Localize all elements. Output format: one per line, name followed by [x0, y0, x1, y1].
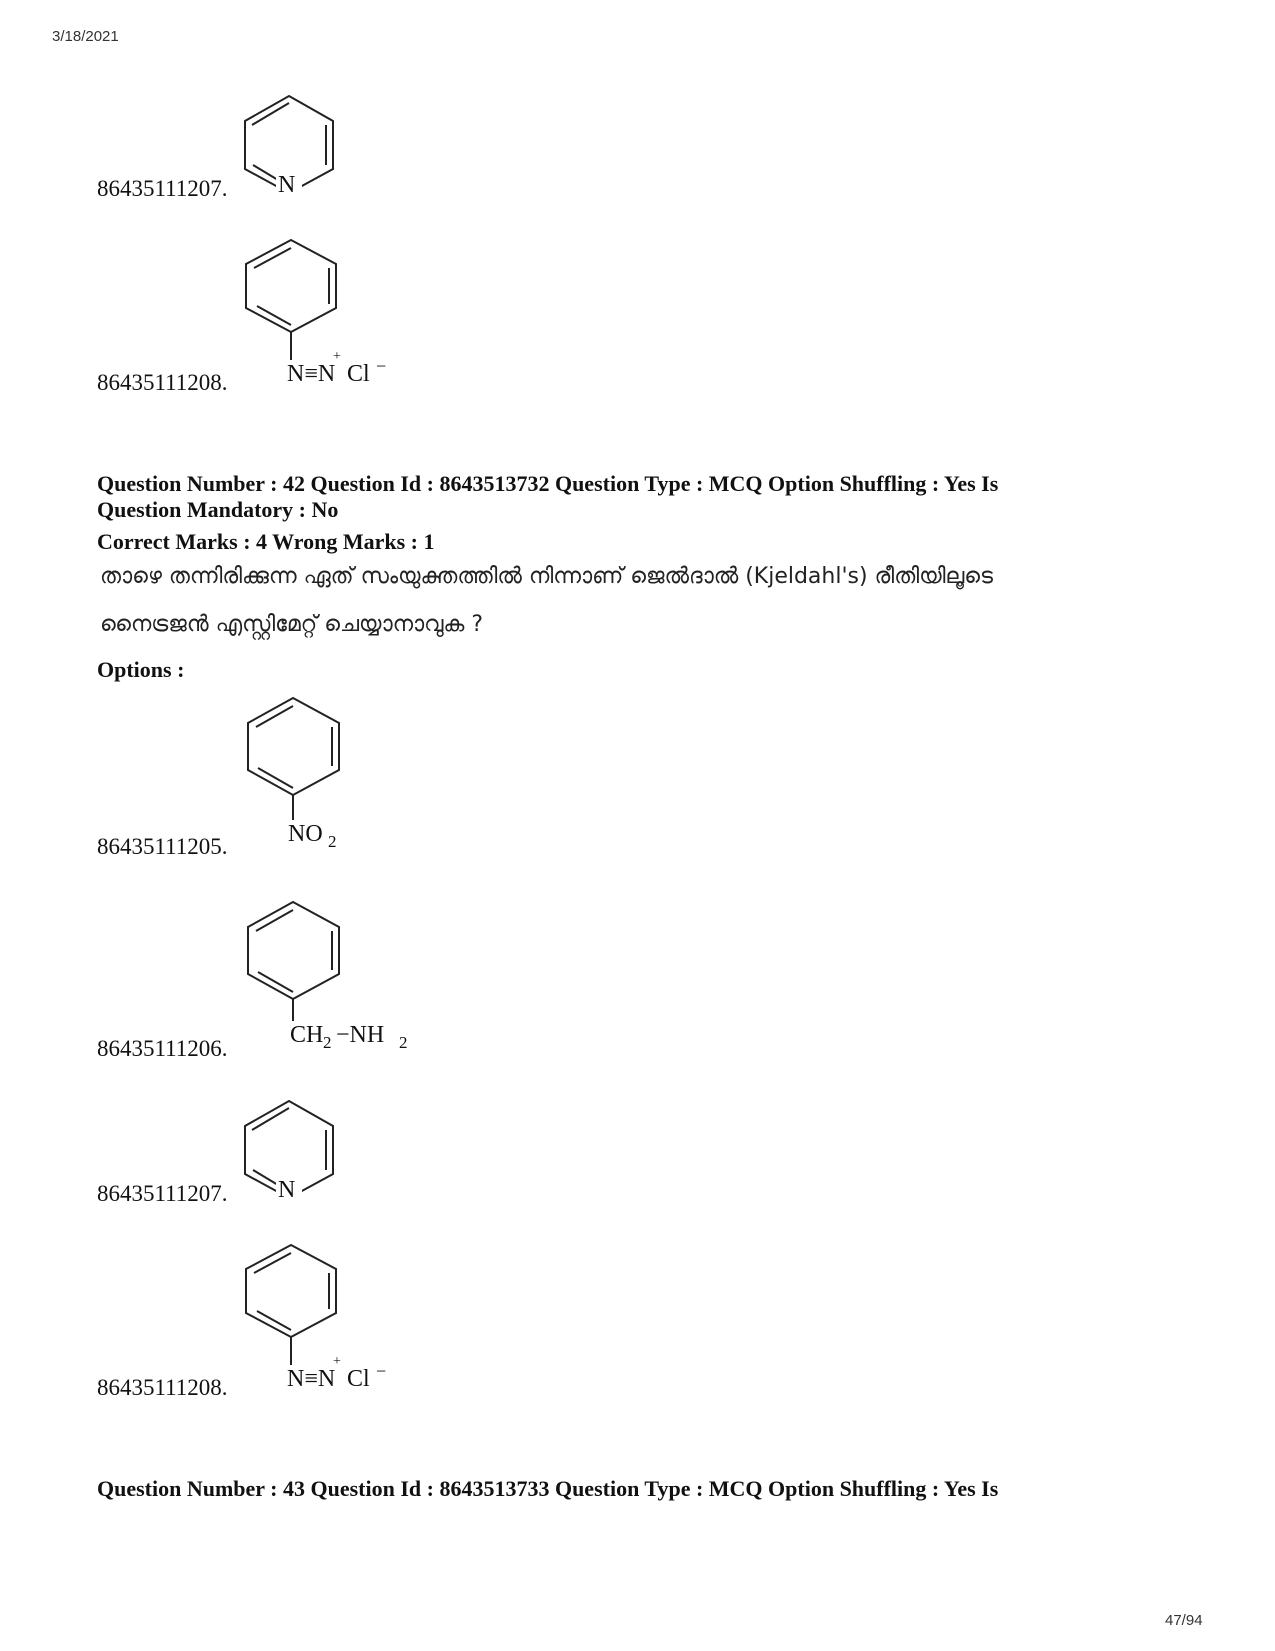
- svg-text:2: 2: [399, 1033, 408, 1052]
- nitrobenzene-structure-icon: [246, 694, 356, 854]
- options-label: Options :: [97, 657, 185, 682]
- diazonium-structure-icon: [243, 236, 403, 386]
- diazonium-structure-icon: [243, 1241, 403, 1391]
- svg-text:N≡N: N≡N: [287, 1366, 336, 1392]
- option-id: 86435111206.: [97, 1036, 228, 1061]
- svg-text:Cl: Cl: [347, 1366, 370, 1392]
- option-id: 86435111207.: [97, 176, 228, 201]
- option-id: 86435111207.: [97, 1181, 228, 1206]
- svg-text:N≡N: N≡N: [287, 361, 336, 387]
- svg-text:−NH: −NH: [336, 1022, 385, 1048]
- question-header: Question Number : 42 Question Id : 8643513732 Question Type : MCQ Option Shuffling : Yes Is Question Mandatory : No: [97, 471, 999, 522]
- nitrogen-label: N: [278, 172, 296, 198]
- nitrogen-label: N: [278, 1177, 296, 1203]
- svg-text:CH: CH: [290, 1022, 324, 1048]
- svg-text:2: 2: [323, 1033, 332, 1052]
- question-header: Question Number : 43 Question Id : 8643513733 Question Type : MCQ Option Shuffling : Yes Is: [97, 1476, 999, 1501]
- question-text: താഴെ തന്നിരിക്കുന്ന ഏത് സംയുക്തത്തിൽ നിന്നാണ് ജെൽദാൽ (Kjeldahl's) രീതിയിലൂടെ നൈട്രജൻ എസ്റ്റിമേറ്റ് ചെയ്യാനാവുക ?: [100, 564, 993, 637]
- option-id: 86435111208.: [97, 370, 228, 395]
- svg-text:+: +: [333, 349, 341, 364]
- print-date: 3/18/2021: [52, 28, 119, 45]
- svg-text:Cl: Cl: [347, 361, 370, 387]
- benzylamine-structure-icon: [246, 898, 436, 1058]
- svg-text:2: 2: [328, 832, 337, 851]
- page-number: 47/94: [1165, 1612, 1203, 1629]
- svg-text:NO: NO: [288, 821, 323, 847]
- pyridine-structure-icon: [240, 1097, 340, 1201]
- pyridine-structure-icon: [240, 92, 340, 196]
- svg-text:−: −: [376, 1361, 387, 1381]
- option-id: 86435111208.: [97, 1375, 228, 1400]
- svg-text:+: +: [333, 1354, 341, 1369]
- option-id: 86435111205.: [97, 834, 228, 859]
- question-marks: Correct Marks : 4 Wrong Marks : 1: [97, 529, 435, 554]
- svg-text:−: −: [376, 356, 387, 376]
